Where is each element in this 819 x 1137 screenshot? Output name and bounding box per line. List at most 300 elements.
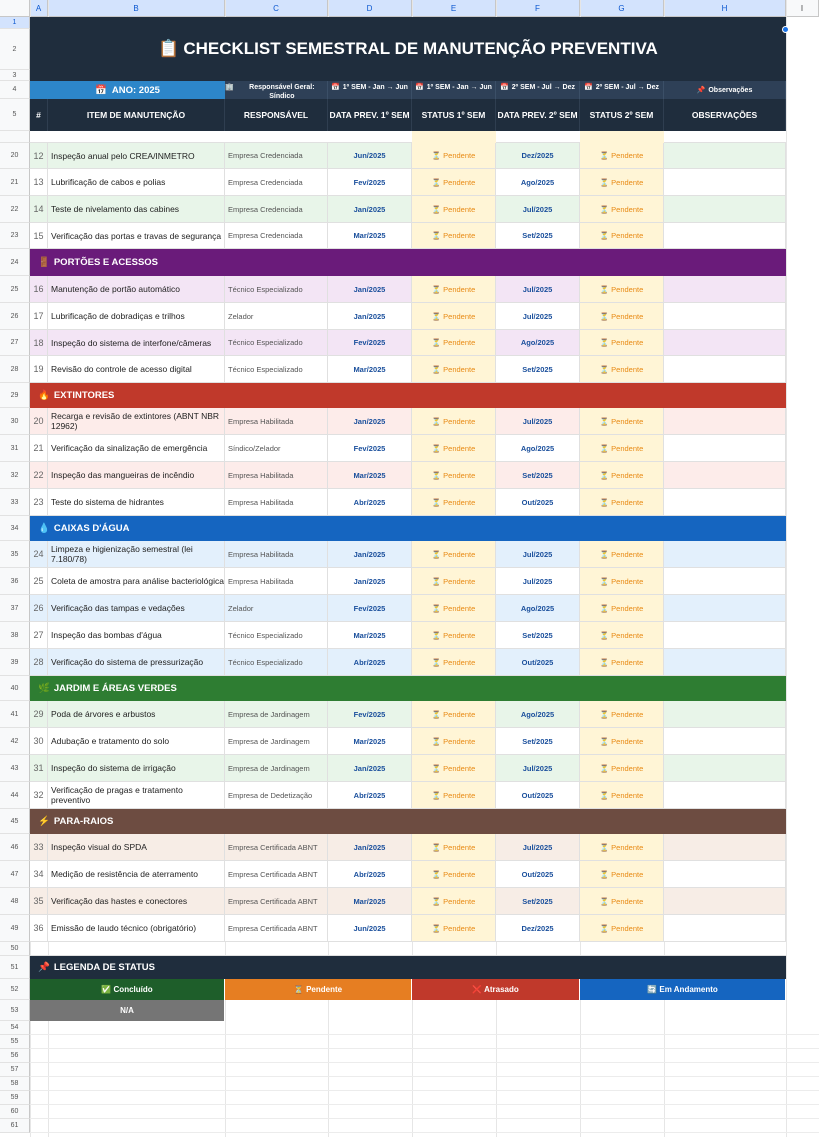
sem1-end-cell[interactable]: [412, 81, 496, 99]
year-cell[interactable]: [30, 81, 225, 99]
status-2nd-sem[interactable]: ⏳ Pendente: [580, 196, 664, 223]
status-2nd-sem[interactable]: ⏳ Pendente: [580, 303, 664, 330]
row-header-40[interactable]: 40: [0, 676, 30, 701]
status-1st-sem[interactable]: ⏳ Pendente: [412, 462, 496, 489]
observations-cell[interactable]: [664, 568, 786, 595]
column-header-e[interactable]: E: [412, 0, 496, 17]
column-title-resp[interactable]: RESPONSÁVEL: [225, 99, 328, 131]
pin-icon: 📌: [38, 962, 50, 973]
legend-header[interactable]: [30, 956, 786, 979]
row-header-45[interactable]: 45: [0, 809, 30, 834]
status-1st-sem[interactable]: ⏳ Pendente: [412, 728, 496, 755]
date-1st-sem[interactable]: Mar/2025: [328, 462, 412, 489]
status-2nd-sem[interactable]: ⏳ Pendente: [580, 276, 664, 303]
observations-cell[interactable]: [664, 861, 786, 888]
item-number[interactable]: 24: [30, 541, 48, 568]
row-header-33[interactable]: 33: [0, 489, 30, 516]
row-header-48[interactable]: 48: [0, 888, 30, 915]
date-2nd-sem[interactable]: Out/2025: [496, 861, 580, 888]
observations-cell[interactable]: [664, 595, 786, 622]
row-header-46[interactable]: 46: [0, 834, 30, 861]
item-number[interactable]: 31: [30, 755, 48, 782]
observations-cell[interactable]: [664, 169, 786, 196]
date-2nd-sem[interactable]: Set/2025: [496, 462, 580, 489]
row-header-49[interactable]: 49: [0, 915, 30, 942]
grid-hline: [30, 1132, 819, 1133]
item-number[interactable]: 16: [30, 276, 48, 303]
status-2nd-sem[interactable]: ⏳ Pendente: [580, 462, 664, 489]
item-number[interactable]: 25: [30, 568, 48, 595]
observations-cell[interactable]: [664, 356, 786, 383]
section-header-jardim[interactable]: [30, 676, 786, 701]
row-header-34[interactable]: 34: [0, 516, 30, 541]
row-header-26[interactable]: 26: [0, 303, 30, 330]
row-header-28[interactable]: 28: [0, 356, 30, 383]
info-text: 1º SEM - Jan → Jun: [342, 84, 408, 91]
row-header-60[interactable]: 60: [0, 1105, 30, 1119]
row3-band: [30, 70, 786, 81]
section-header-portoes[interactable]: [30, 249, 786, 276]
date-1st-sem[interactable]: Abr/2025: [328, 649, 412, 676]
item-number[interactable]: 28: [30, 649, 48, 676]
item-description[interactable]: Verificação do sistema de pressurização: [48, 649, 225, 676]
observations-cell[interactable]: [664, 196, 786, 223]
date-1st-sem[interactable]: Fev/2025: [328, 595, 412, 622]
row-header-27[interactable]: 27: [0, 330, 30, 356]
item-responsible[interactable]: Zelador: [225, 595, 328, 622]
item-description[interactable]: Verificação das tampas e vedações: [48, 595, 225, 622]
status-1st-sem[interactable]: ⏳ Pendente: [412, 622, 496, 649]
row-header-54[interactable]: 54: [0, 1021, 30, 1035]
status-1st-sem[interactable]: ⏳ Pendente: [412, 196, 496, 223]
date-2nd-sem[interactable]: Out/2025: [496, 649, 580, 676]
row-header-32[interactable]: 32: [0, 462, 30, 489]
observations-cell[interactable]: [664, 303, 786, 330]
date-1st-sem[interactable]: Fev/2025: [328, 169, 412, 196]
item-number[interactable]: 26: [30, 595, 48, 622]
item-number[interactable]: 32: [30, 782, 48, 809]
status-2nd-sem[interactable]: ⏳ Pendente: [580, 755, 664, 782]
status-2nd-sem[interactable]: ⏳ Pendente: [580, 568, 664, 595]
date-2nd-sem[interactable]: Jul/2025: [496, 755, 580, 782]
row-header-50[interactable]: 50: [0, 942, 30, 956]
row-header-31[interactable]: 31: [0, 435, 30, 462]
section-title: CAIXAS D'ÁGUA: [53, 523, 130, 534]
status-2nd-sem[interactable]: ⏳ Pendente: [580, 728, 664, 755]
status-1st-sem[interactable]: ⏳ Pendente: [412, 915, 496, 942]
date-1st-sem[interactable]: Jan/2025: [328, 408, 412, 435]
item-description[interactable]: Teste do sistema de hidrantes: [48, 489, 225, 516]
status-1st-sem[interactable]: ⏳ Pendente: [412, 223, 496, 249]
status-1st-sem[interactable]: ⏳ Pendente: [412, 330, 496, 356]
building-icon: 🏢: [225, 84, 234, 91]
column-header-f[interactable]: F: [496, 0, 580, 17]
observations-cell[interactable]: [664, 728, 786, 755]
date-1st-sem[interactable]: Abr/2025: [328, 782, 412, 809]
row-header-36[interactable]: 36: [0, 568, 30, 595]
observations-cell[interactable]: [664, 489, 786, 516]
status-1st-sem[interactable]: ⏳ Pendente: [412, 489, 496, 516]
item-description[interactable]: Inspeção anual pelo CREA/INMETRO: [48, 143, 225, 169]
observations-cell[interactable]: [664, 223, 786, 249]
date-1st-sem[interactable]: Abr/2025: [328, 861, 412, 888]
legend-pendente[interactable]: ⏳ Pendente: [225, 979, 412, 1000]
item-number[interactable]: 22: [30, 462, 48, 489]
item-number[interactable]: 30: [30, 728, 48, 755]
row-header-2[interactable]: 2: [0, 29, 30, 70]
item-description[interactable]: Verificação das hastes e conectores: [48, 888, 225, 915]
item-description[interactable]: Limpeza e higienização semestral (lei 7.180/78): [48, 541, 225, 568]
observations-cell[interactable]: [664, 888, 786, 915]
item-description[interactable]: Inspeção das mangueiras de incêndio: [48, 462, 225, 489]
observations-cell[interactable]: [664, 330, 786, 356]
date-2nd-sem[interactable]: Set/2025: [496, 888, 580, 915]
date-2nd-sem[interactable]: Dez/2025: [496, 143, 580, 169]
status-2nd-sem[interactable]: ⏳ Pendente: [580, 541, 664, 568]
item-responsible[interactable]: Técnico Especializado: [225, 330, 328, 356]
date-1st-sem[interactable]: Fev/2025: [328, 330, 412, 356]
status-1st-sem[interactable]: ⏳ Pendente: [412, 276, 496, 303]
date-1st-sem[interactable]: Mar/2025: [328, 728, 412, 755]
item-number[interactable]: 18: [30, 330, 48, 356]
status-1st-sem[interactable]: ⏳ Pendente: [412, 408, 496, 435]
observations-cell[interactable]: [664, 755, 786, 782]
item-responsible[interactable]: Técnico Especializado: [225, 649, 328, 676]
date-2nd-sem[interactable]: Jul/2025: [496, 196, 580, 223]
status-1st-sem[interactable]: ⏳ Pendente: [412, 356, 496, 383]
date-2nd-sem[interactable]: Jul/2025: [496, 303, 580, 330]
row-header-25[interactable]: 25: [0, 276, 30, 303]
date-2nd-sem[interactable]: Dez/2025: [496, 915, 580, 942]
date-1st-sem[interactable]: Jan/2025: [328, 303, 412, 330]
item-number[interactable]: 35: [30, 888, 48, 915]
date-1st-sem[interactable]: Jan/2025: [328, 755, 412, 782]
column-header-g[interactable]: G: [580, 0, 664, 17]
row-header-37[interactable]: 37: [0, 595, 30, 622]
item-description[interactable]: Medição de resistência de aterramento: [48, 861, 225, 888]
item-responsible[interactable]: Empresa de Jardinagem: [225, 728, 328, 755]
item-responsible[interactable]: Empresa Certificada ABNT: [225, 888, 328, 915]
item-description[interactable]: Verificação das portas e travas de segurança: [48, 223, 225, 249]
item-responsible[interactable]: Empresa Credenciada: [225, 169, 328, 196]
row-header-51[interactable]: 51: [0, 956, 30, 979]
column-header-b[interactable]: B: [48, 0, 225, 17]
row-header-44[interactable]: 44: [0, 782, 30, 809]
item-number[interactable]: 34: [30, 861, 48, 888]
observations-cell[interactable]: [664, 408, 786, 435]
row-header-52[interactable]: 52: [0, 979, 30, 1000]
item-description[interactable]: Inspeção das bombas d'água: [48, 622, 225, 649]
status-2nd-sem[interactable]: ⏳ Pendente: [580, 169, 664, 196]
column-header-d[interactable]: D: [328, 0, 412, 17]
status-2nd-sem[interactable]: ⏳ Pendente: [580, 435, 664, 462]
status-1st-sem[interactable]: ⏳ Pendente: [412, 701, 496, 728]
column-title-status2[interactable]: STATUS 2º SEM: [580, 99, 664, 131]
status-1st-sem[interactable]: ⏳ Pendente: [412, 888, 496, 915]
status-1st-sem[interactable]: ⏳ Pendente: [412, 782, 496, 809]
info-text: 2º SEM - Jul → Dez: [595, 84, 659, 91]
legend-na[interactable]: N/A: [30, 1000, 225, 1021]
row-header-35[interactable]: 35: [0, 541, 30, 568]
scroll-gap-row: [30, 131, 786, 143]
date-2nd-sem[interactable]: Ago/2025: [496, 330, 580, 356]
date-1st-sem[interactable]: Jan/2025: [328, 196, 412, 223]
item-description[interactable]: Lubrificação de cabos e polias: [48, 169, 225, 196]
item-description[interactable]: Emissão de laudo técnico (obrigatório): [48, 915, 225, 942]
row-header-21[interactable]: 21: [0, 169, 30, 196]
status-2nd-sem[interactable]: ⏳ Pendente: [580, 356, 664, 383]
date-2nd-sem[interactable]: Jul/2025: [496, 408, 580, 435]
row-header-53[interactable]: 53: [0, 1000, 30, 1021]
observations-cell[interactable]: [664, 834, 786, 861]
item-description[interactable]: Teste de nivelamento das cabines: [48, 196, 225, 223]
item-description[interactable]: Inspeção do sistema de irrigação: [48, 755, 225, 782]
row-header-38[interactable]: 38: [0, 622, 30, 649]
item-description[interactable]: Recarga e revisão de extintores (ABNT NBR 12962): [48, 408, 225, 435]
date-1st-sem[interactable]: Mar/2025: [328, 888, 412, 915]
item-responsible[interactable]: Empresa de Jardinagem: [225, 755, 328, 782]
row-header-5[interactable]: 5: [0, 99, 30, 131]
observations-info-cell[interactable]: [664, 81, 786, 99]
observations-cell[interactable]: [664, 143, 786, 169]
item-number[interactable]: 13: [30, 169, 48, 196]
item-description[interactable]: Manutenção de portão automático: [48, 276, 225, 303]
item-responsible[interactable]: Técnico Especializado: [225, 276, 328, 303]
date-2nd-sem[interactable]: Set/2025: [496, 622, 580, 649]
item-responsible[interactable]: Empresa Habilitada: [225, 489, 328, 516]
item-responsible[interactable]: Técnico Especializado: [225, 622, 328, 649]
item-responsible[interactable]: Empresa de Dedetização: [225, 782, 328, 809]
item-number[interactable]: 21: [30, 435, 48, 462]
row-header-61[interactable]: 61: [0, 1119, 30, 1133]
row-header-42[interactable]: 42: [0, 728, 30, 755]
item-number[interactable]: 36: [30, 915, 48, 942]
status-1st-sem[interactable]: ⏳ Pendente: [412, 435, 496, 462]
item-description[interactable]: Verificação da sinalização de emergência: [48, 435, 225, 462]
item-responsible[interactable]: Empresa Certificada ABNT: [225, 915, 328, 942]
column-title-item[interactable]: ITEM DE MANUTENÇÃO: [48, 99, 225, 131]
date-1st-sem[interactable]: Fev/2025: [328, 435, 412, 462]
sem2-end-cell[interactable]: [580, 81, 664, 99]
status-1st-sem[interactable]: ⏳ Pendente: [412, 834, 496, 861]
item-number[interactable]: 12: [30, 143, 48, 169]
row-header-41[interactable]: 41: [0, 701, 30, 728]
status-1st-sem[interactable]: ⏳ Pendente: [412, 303, 496, 330]
item-number[interactable]: 27: [30, 622, 48, 649]
date-2nd-sem[interactable]: Jul/2025: [496, 276, 580, 303]
fire-icon: 🔥: [38, 390, 50, 401]
status-2nd-sem[interactable]: ⏳ Pendente: [580, 330, 664, 356]
item-number[interactable]: 20: [30, 408, 48, 435]
status-2nd-sem[interactable]: ⏳ Pendente: [580, 701, 664, 728]
status-1st-sem[interactable]: ⏳ Pendente: [412, 861, 496, 888]
date-2nd-sem[interactable]: Ago/2025: [496, 169, 580, 196]
row-header-43[interactable]: 43: [0, 755, 30, 782]
legend-title: LEGENDA DE STATUS: [53, 962, 156, 973]
item-responsible[interactable]: Empresa Credenciada: [225, 196, 328, 223]
item-number[interactable]: 14: [30, 196, 48, 223]
status-2nd-sem[interactable]: ⏳ Pendente: [580, 861, 664, 888]
item-description[interactable]: Coleta de amostra para análise bacteriológica: [48, 568, 225, 595]
item-responsible[interactable]: Empresa Habilitada: [225, 408, 328, 435]
row-header-47[interactable]: 47: [0, 861, 30, 888]
row-header-1[interactable]: 1: [0, 17, 30, 29]
date-2nd-sem[interactable]: Jul/2025: [496, 541, 580, 568]
row-header-22[interactable]: 22: [0, 196, 30, 223]
item-description[interactable]: Inspeção do sistema de interfone/câmeras: [48, 330, 225, 356]
item-description[interactable]: Poda de árvores e arbustos: [48, 701, 225, 728]
row-header-24[interactable]: 24: [0, 249, 30, 276]
item-responsible[interactable]: Empresa Credenciada: [225, 143, 328, 169]
date-1st-sem[interactable]: Jan/2025: [328, 568, 412, 595]
status-1st-sem[interactable]: ⏳ Pendente: [412, 143, 496, 169]
date-2nd-sem[interactable]: Ago/2025: [496, 701, 580, 728]
column-title-data1[interactable]: DATA PREV. 1º SEM: [328, 99, 412, 131]
date-1st-sem[interactable]: Jan/2025: [328, 834, 412, 861]
date-1st-sem[interactable]: Jun/2025: [328, 143, 412, 169]
row-header-20[interactable]: 20: [0, 143, 30, 169]
item-responsible[interactable]: Empresa Habilitada: [225, 568, 328, 595]
item-description[interactable]: Inspeção visual do SPDA: [48, 834, 225, 861]
row-header-30[interactable]: 30: [0, 408, 30, 435]
item-number[interactable]: 19: [30, 356, 48, 383]
column-header-c[interactable]: C: [225, 0, 328, 17]
date-2nd-sem[interactable]: Set/2025: [496, 728, 580, 755]
row-header-23[interactable]: 23: [0, 223, 30, 249]
item-description[interactable]: Adubação e tratamento do solo: [48, 728, 225, 755]
row-header-29[interactable]: 29: [0, 383, 30, 408]
item-responsible[interactable]: Zelador: [225, 303, 328, 330]
row-header-58[interactable]: 58: [0, 1077, 30, 1091]
legend-em-andamento[interactable]: 🔄 Em Andamento: [580, 979, 786, 1000]
section-title: PORTÕES E ACESSOS: [53, 257, 159, 268]
status-2nd-sem[interactable]: ⏳ Pendente: [580, 782, 664, 809]
item-description[interactable]: Lubrificação de dobradiças e trilhos: [48, 303, 225, 330]
row-header-57[interactable]: 57: [0, 1063, 30, 1077]
section-header-extintores[interactable]: [30, 383, 786, 408]
date-1st-sem[interactable]: Jun/2025: [328, 915, 412, 942]
date-2nd-sem[interactable]: Jul/2025: [496, 568, 580, 595]
row-header-39[interactable]: 39: [0, 649, 30, 676]
row-header-3[interactable]: 3: [0, 70, 30, 81]
selection-handle[interactable]: [782, 26, 789, 33]
row-header-55[interactable]: 55: [0, 1035, 30, 1049]
row-header-59[interactable]: 59: [0, 1091, 30, 1105]
status-2nd-sem[interactable]: ⏳ Pendente: [580, 888, 664, 915]
date-2nd-sem[interactable]: Ago/2025: [496, 595, 580, 622]
info-text: 1º SEM - Jan → Jun: [426, 84, 492, 91]
status-1st-sem[interactable]: ⏳ Pendente: [412, 169, 496, 196]
date-2nd-sem[interactable]: Ago/2025: [496, 435, 580, 462]
observations-cell[interactable]: [664, 435, 786, 462]
date-1st-sem[interactable]: Abr/2025: [328, 489, 412, 516]
item-responsible[interactable]: Empresa Certificada ABNT: [225, 834, 328, 861]
status-2nd-sem[interactable]: ⏳ Pendente: [580, 622, 664, 649]
observations-cell[interactable]: [664, 649, 786, 676]
item-description[interactable]: Revisão do controle de acesso digital: [48, 356, 225, 383]
status-1st-sem[interactable]: ⏳ Pendente: [412, 568, 496, 595]
column-title-obs[interactable]: OBSERVAÇÕES: [664, 99, 786, 131]
responsible-cell[interactable]: [225, 81, 328, 99]
status-2nd-sem[interactable]: ⏳ Pendente: [580, 649, 664, 676]
observations-cell[interactable]: [664, 541, 786, 568]
date-2nd-sem[interactable]: Jul/2025: [496, 834, 580, 861]
date-2nd-sem[interactable]: Out/2025: [496, 782, 580, 809]
status-1st-sem[interactable]: ⏳ Pendente: [412, 595, 496, 622]
status-2nd-sem[interactable]: ⏳ Pendente: [580, 143, 664, 169]
item-responsible[interactable]: Empresa Habilitada: [225, 462, 328, 489]
observations-cell[interactable]: [664, 462, 786, 489]
section-title: JARDIM E ÁREAS VERDES: [53, 683, 177, 694]
status-2nd-sem[interactable]: ⏳ Pendente: [580, 834, 664, 861]
observations-cell[interactable]: [664, 622, 786, 649]
date-2nd-sem[interactable]: Out/2025: [496, 489, 580, 516]
item-responsible[interactable]: Técnico Especializado: [225, 356, 328, 383]
observations-cell[interactable]: [664, 701, 786, 728]
item-responsible[interactable]: Empresa Habilitada: [225, 541, 328, 568]
section-header-caixas[interactable]: [30, 516, 786, 541]
grid-hline: [30, 1118, 819, 1119]
legend-concluido[interactable]: ✅ Concluído: [30, 979, 225, 1000]
status-2nd-sem[interactable]: ⏳ Pendente: [580, 915, 664, 942]
row-header-4[interactable]: 4: [0, 81, 30, 99]
water-drop-icon: 💧: [38, 523, 50, 534]
date-2nd-sem[interactable]: Set/2025: [496, 223, 580, 249]
item-number[interactable]: 15: [30, 223, 48, 249]
status-2nd-sem[interactable]: ⏳ Pendente: [580, 489, 664, 516]
grid-hline: [30, 1090, 819, 1091]
column-title-num[interactable]: #: [30, 99, 48, 131]
status-1st-sem[interactable]: ⏳ Pendente: [412, 649, 496, 676]
sem2-start-cell[interactable]: [496, 81, 580, 99]
select-all-corner[interactable]: [0, 0, 30, 17]
status-2nd-sem[interactable]: ⏳ Pendente: [580, 223, 664, 249]
date-1st-sem[interactable]: Fev/2025: [328, 701, 412, 728]
item-responsible[interactable]: Síndico/Zelador: [225, 435, 328, 462]
status-2nd-sem[interactable]: ⏳ Pendente: [580, 408, 664, 435]
item-description[interactable]: Verificação de pragas e tratamento preventivo: [48, 782, 225, 809]
sem1-start-cell[interactable]: [328, 81, 412, 99]
date-1st-sem[interactable]: Mar/2025: [328, 622, 412, 649]
date-1st-sem[interactable]: Mar/2025: [328, 356, 412, 383]
date-2nd-sem[interactable]: Set/2025: [496, 356, 580, 383]
date-1st-sem[interactable]: Jan/2025: [328, 276, 412, 303]
row-header-56[interactable]: 56: [0, 1049, 30, 1063]
date-1st-sem[interactable]: Jan/2025: [328, 541, 412, 568]
observations-cell[interactable]: [664, 782, 786, 809]
column-header-a[interactable]: A: [30, 0, 48, 17]
legend-atrasado[interactable]: ❌ Atrasado: [412, 979, 580, 1000]
item-number[interactable]: 33: [30, 834, 48, 861]
item-number[interactable]: 23: [30, 489, 48, 516]
observations-cell[interactable]: [664, 915, 786, 942]
item-responsible[interactable]: Empresa de Jardinagem: [225, 701, 328, 728]
section-header-pararaios[interactable]: [30, 809, 786, 834]
item-responsible[interactable]: Empresa Certificada ABNT: [225, 861, 328, 888]
status-1st-sem[interactable]: ⏳ Pendente: [412, 755, 496, 782]
column-title-data2[interactable]: DATA PREV. 2º SEM: [496, 99, 580, 131]
column-header-h[interactable]: H: [664, 0, 786, 17]
status-2nd-sem[interactable]: ⏳ Pendente: [580, 595, 664, 622]
date-1st-sem[interactable]: Mar/2025: [328, 223, 412, 249]
item-number[interactable]: 29: [30, 701, 48, 728]
status-1st-sem[interactable]: ⏳ Pendente: [412, 541, 496, 568]
column-header-i[interactable]: I: [786, 0, 819, 17]
observations-cell[interactable]: [664, 276, 786, 303]
item-responsible[interactable]: Empresa Credenciada: [225, 223, 328, 249]
column-title-status1[interactable]: STATUS 1º SEM: [412, 99, 496, 131]
item-number[interactable]: 17: [30, 303, 48, 330]
